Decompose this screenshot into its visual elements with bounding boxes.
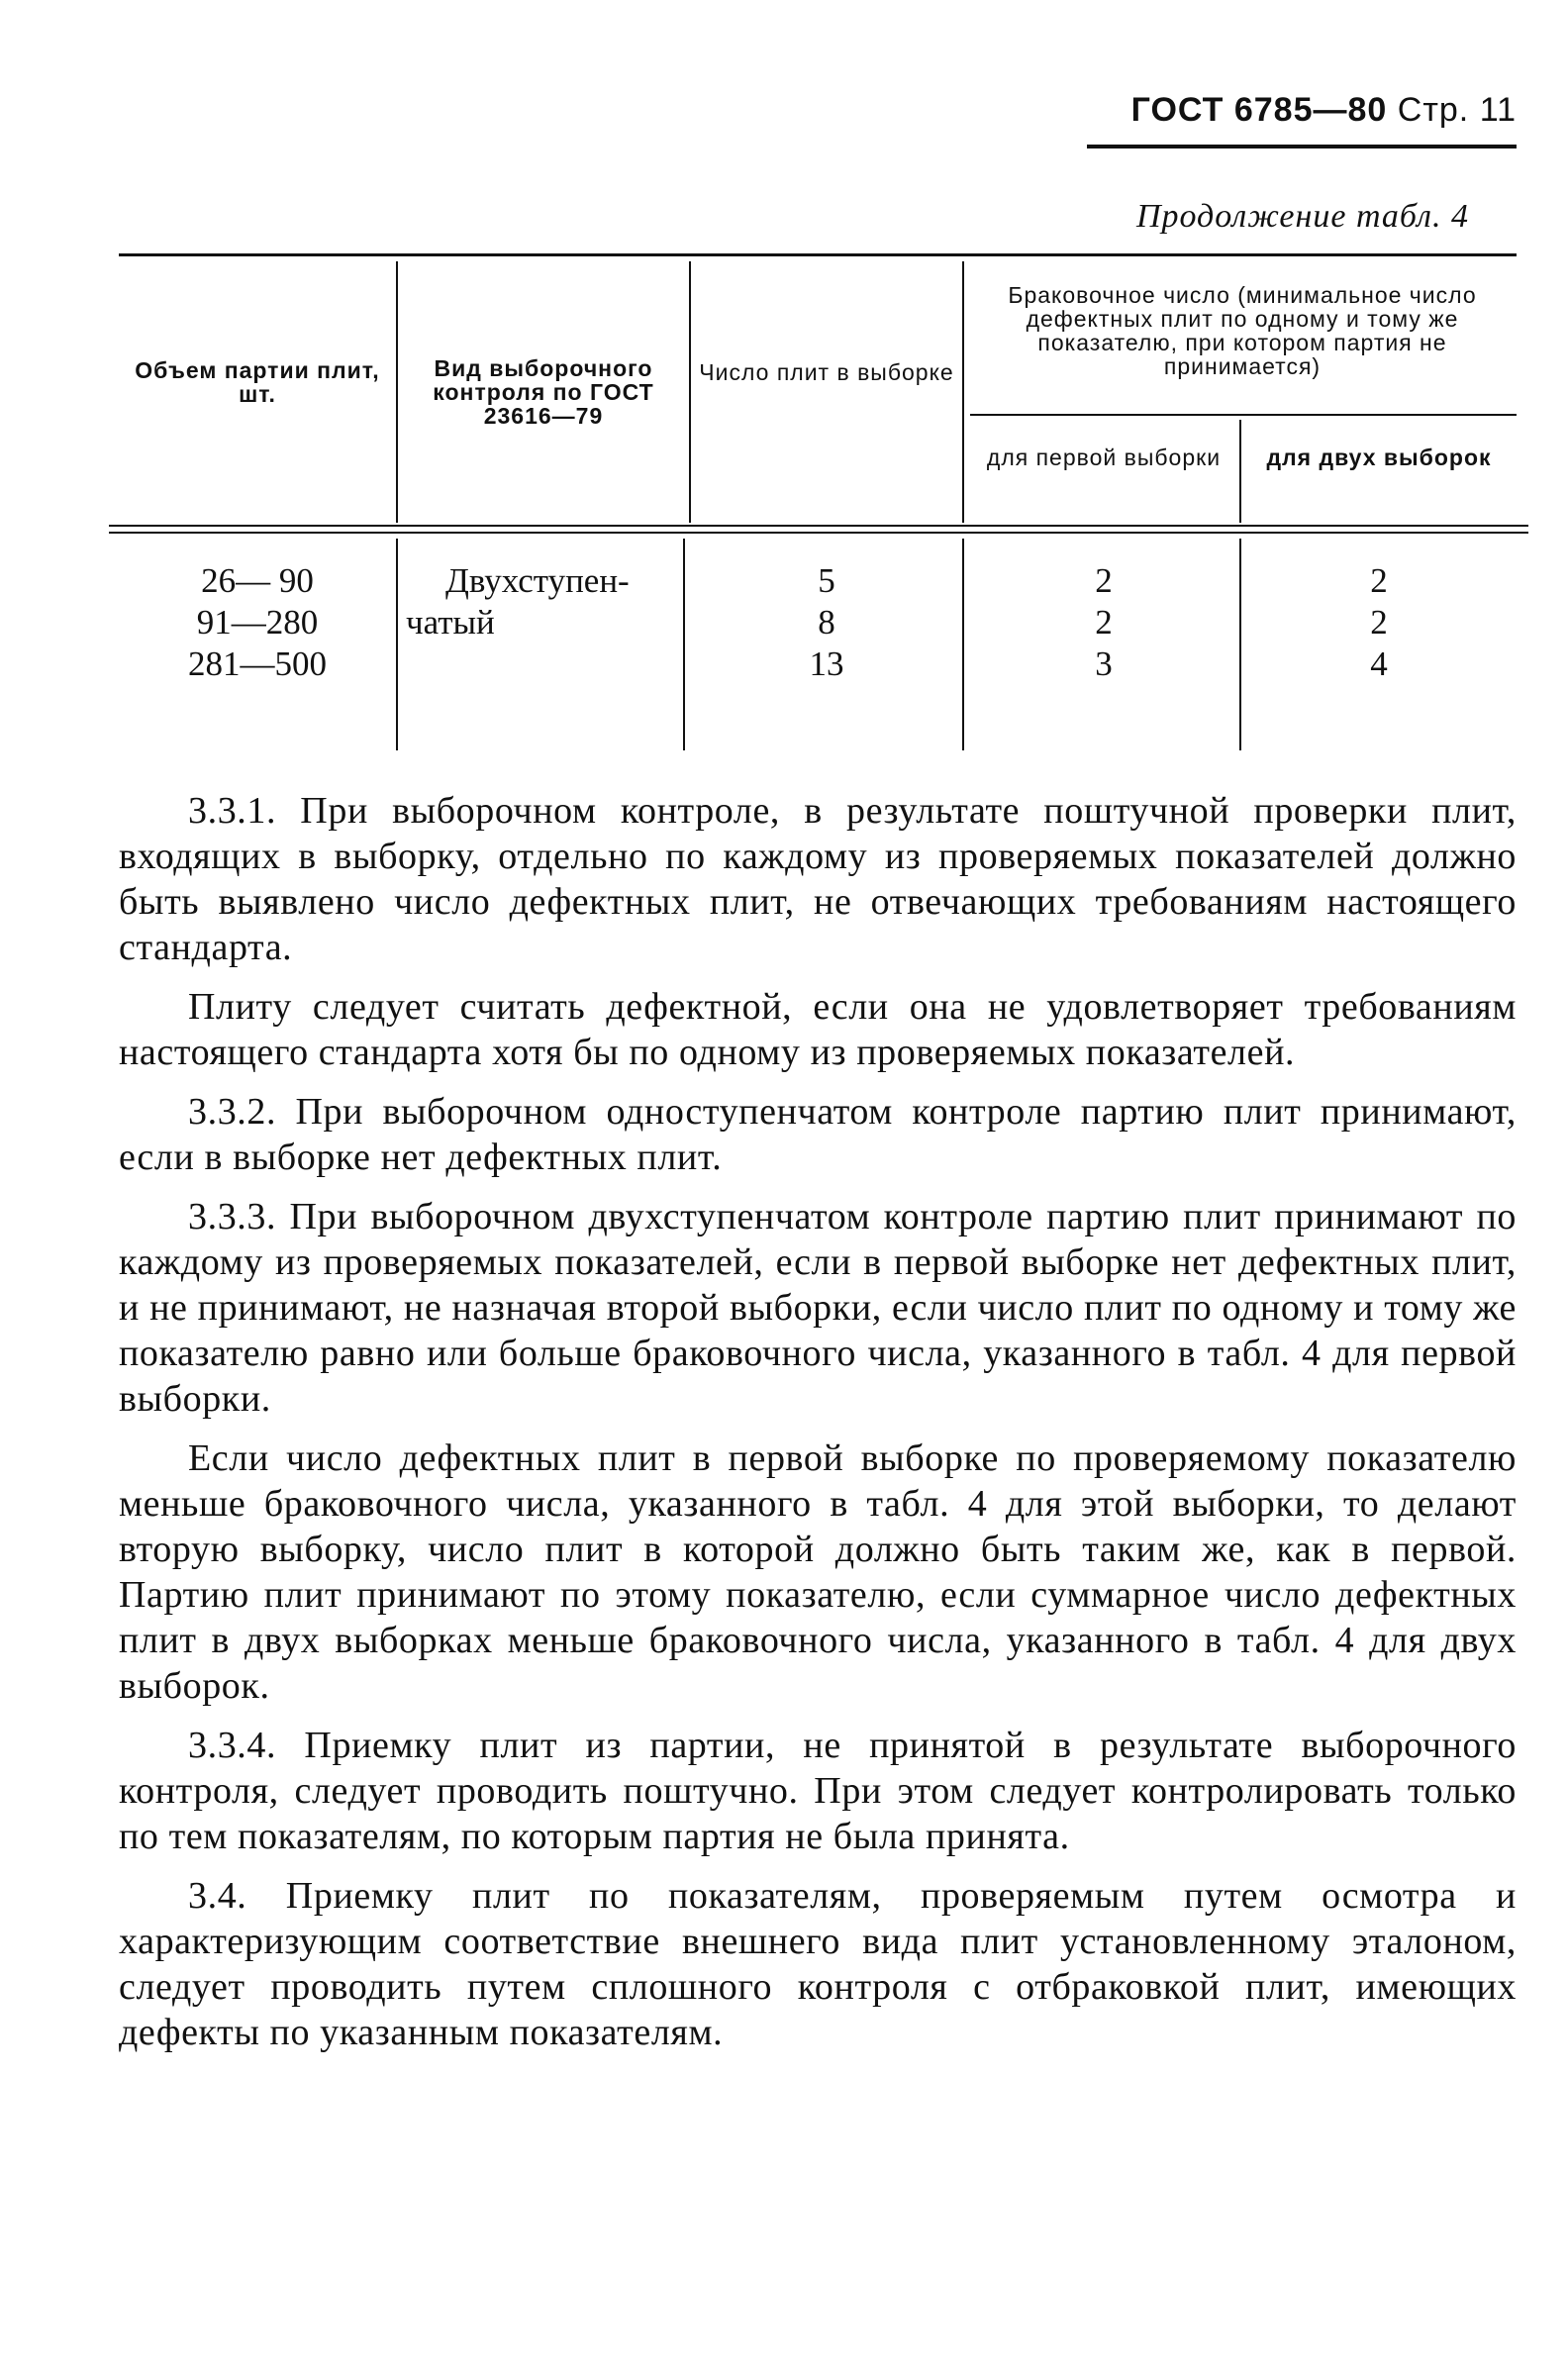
table-vline-1 [396,261,398,523]
table-body-vline-3 [962,539,964,750]
first-sample-column [970,560,1237,685]
table-body-vline-1 [396,539,398,750]
paragraph-defect-definition: Плиту следует считать дефектной, если она не удовлетворяет требованиям настоящего стандарта хотя бы по одному из проверяемых показателей. [119,986,1517,1073]
paragraph-3-3-3: 3.3.3. При выборочном двухступенчатом контроле партию плит принимают по каждому из проверяемых показателей, если в первой выборке нет дефектных плит, и не принимают, не назначая второй выборки, если число плит по одному и тому же показателю равно или больше браковочного числа, указанного в табл. 4 для первой выборки. [119,1196,1517,1420]
lot-size-column [129,560,386,685]
sample-size-cell: 13 [809,644,844,683]
two-samples-column [1243,560,1515,685]
header-rejection-number: Браковочное число (минимальное число дефектных плит по одному и тому же показателю, при котором партия не принимается) [1008,282,1477,380]
table-vline-4 [1239,420,1241,523]
lot-size-cell: 281—500 [188,644,327,683]
control-type-cell [406,560,687,643]
table-header-rule-2 [109,532,1528,534]
paragraph-3-3-4: 3.3.4. Приемку плит из партии, не принятой в результате выборочного контроля, следует проводить поштучно. При этом следует контролировать только по тем показателям, по которым партия не была принята. [119,1725,1517,1857]
table-header-rule-1 [109,525,1528,527]
header-sample-size: Число плит в выборке [699,359,954,385]
paragraph-3-3-2: 3.3.2. При выборочном одноступенчатом контроле партию плит принимают, если в выборке нет дефектных плит. [119,1091,1517,1178]
table-vline-2 [689,261,691,523]
header-control-type: Вид выборочного контроля по ГОСТ 23616—79 [433,355,654,430]
first-sample-cell: 3 [1095,644,1113,683]
header-first-sample: для первой выборки [986,445,1222,470]
header-lot-size: Объем партии плит, шт. [135,357,380,408]
page-header [1131,91,1517,130]
table-body-vline-4 [1239,539,1241,750]
page-number: Стр. 11 [1397,91,1517,129]
paragraph-3-4: 3.4. Приемку плит по показателям, проверяемым путем осмотра и характеризующим соответствие внешнего вида плит установленному эталоном, следует проводить путем сплошного контроля с отбраковкой плит, имеющих дефекты по указанным показателям. [119,1875,1517,2053]
body-text [119,788,1517,2069]
table-subheader-rule [970,414,1517,416]
paragraph-second-sample: Если число дефектных плит в первой выборке по проверяемому показателю меньше браковочного числа, указанного в табл. 4 для этой выборки, то делают вторую выборку, число плит в которой должно быть таким же, как в первой. Партию плит принимают по этому показателю, если суммарное число дефектных плит в двух выборках меньше браковочного числа, указанного в табл. 4 для двух выборок. [119,1437,1517,1707]
control-type-text: Двухступен-чатый [406,561,630,642]
lot-size-cell: 26— 90 [201,561,314,600]
table-top-rule [119,253,1517,256]
table-caption: Продолжение табл. 4 [1135,198,1469,235]
first-sample-cell: 2 [1095,603,1113,642]
sample-size-cell: 8 [818,603,835,642]
header-two-samples: для двух выборок [1266,445,1492,470]
header-rule [1087,145,1517,148]
two-samples-cell: 4 [1370,644,1388,683]
standard-number: ГОСТ 6785—80 [1130,91,1388,129]
table-vline-3 [962,261,964,523]
sample-size-column [693,560,960,685]
sample-size-cell: 5 [818,561,835,600]
two-samples-cell: 2 [1370,603,1388,642]
paragraph-3-3-1: 3.3.1. При выборочном контроле, в результате поштучной проверки плит, входящих в выборку, отдельно по каждому из проверяемых показателей должно быть выявлено число дефектных плит, не отвечающих требованиям настоящего стандарта. [119,790,1517,968]
first-sample-cell: 2 [1095,561,1113,600]
lot-size-cell: 91—280 [196,603,319,642]
two-samples-cell: 2 [1370,561,1388,600]
